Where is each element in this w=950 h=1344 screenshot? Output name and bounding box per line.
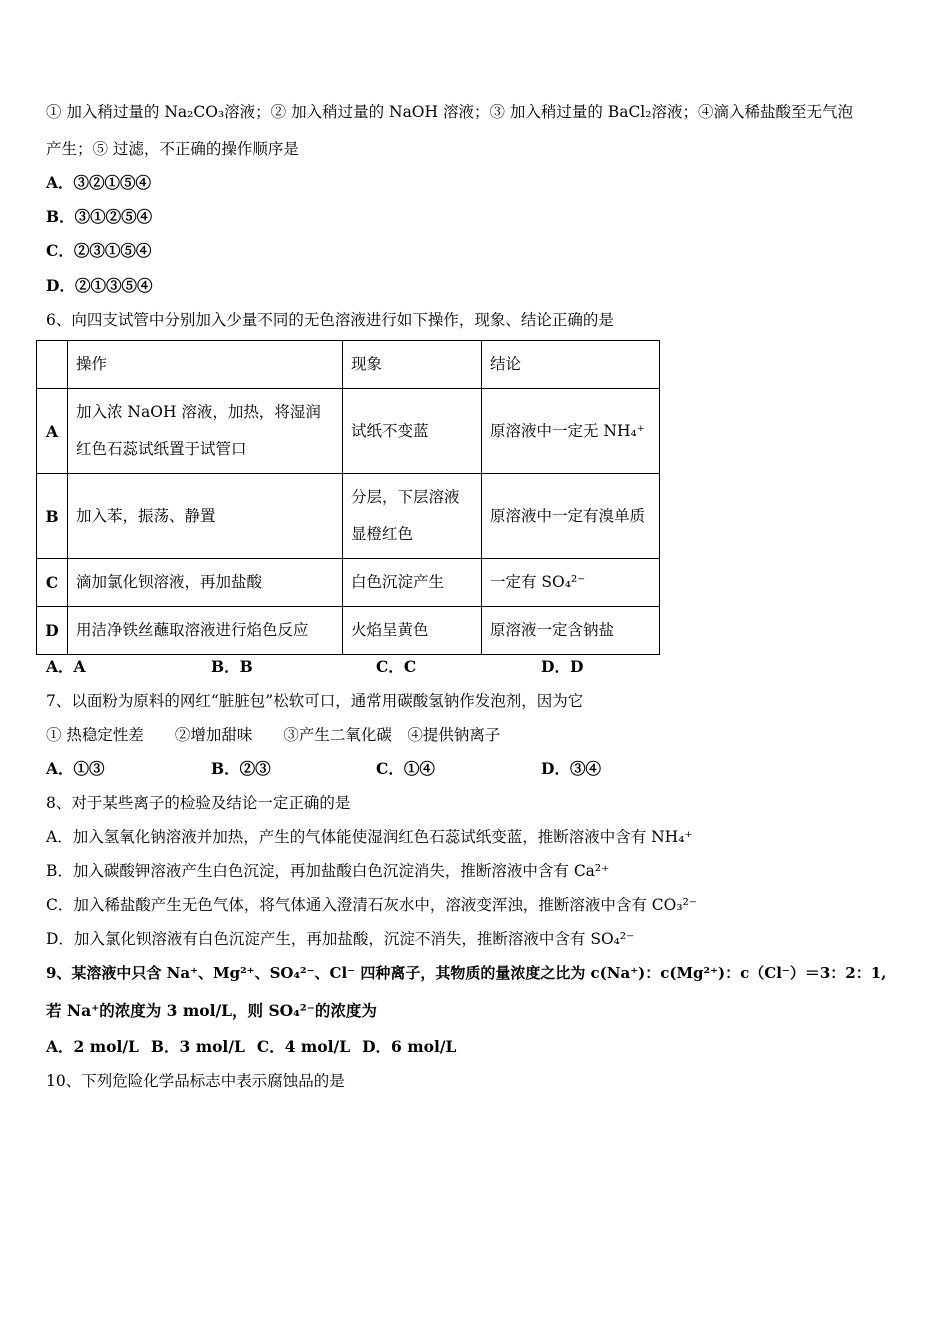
row-phenomenon: 分层，下层溶液显橙红色 xyxy=(343,474,482,559)
row-conclusion: 原溶液中一定无 NH₄⁺ xyxy=(482,389,660,474)
row-key: B xyxy=(37,474,68,559)
q7-option-c: C．①④ xyxy=(376,759,435,778)
q6-option-d: D．D xyxy=(541,657,584,676)
q5-option-a: A．③②①⑤④ xyxy=(46,173,152,192)
row-key: D xyxy=(37,607,68,655)
q6-stem: 6、向四支试管中分别加入少量不同的无色溶液进行如下操作，现象、结论正确的是 xyxy=(46,311,614,329)
q7-option-a: A．①③ xyxy=(46,759,105,778)
q9-options xyxy=(46,1037,468,1057)
q7-option-d: D．③④ xyxy=(541,759,601,778)
q6-option-c: C．C xyxy=(376,657,417,676)
q6-option-a: A．A xyxy=(46,657,86,676)
header-cell-conclusion: 结论 xyxy=(482,341,660,389)
row-conclusion: 原溶液一定含钠盐 xyxy=(482,607,660,655)
q9-option-a: A．2 mol/L xyxy=(46,1037,139,1056)
row-operation: 加入浓 NaOH 溶液，加热，将湿润红色石蕊试纸置于试管口 xyxy=(68,389,343,474)
row-conclusion: 原溶液中一定有溴单质 xyxy=(482,474,660,559)
q6-options xyxy=(46,657,583,677)
q8-option-d: D．加入氯化钡溶液有白色沉淀产生，再加盐酸，沉淀不消失，推断溶液中含有 SO₄²⁻ xyxy=(46,930,635,948)
row-phenomenon: 试纸不变蓝 xyxy=(343,389,482,474)
q9-option-c: C．4 mol/L xyxy=(256,1037,351,1056)
q9-stem-line2: 若 Na⁺的浓度为 3 mol/L，则 SO₄²⁻的浓度为 xyxy=(46,1001,377,1020)
q5-stem-line1: ① 加入稍过量的 Na₂CO₃溶液；② 加入稍过量的 NaOH 溶液；③ 加入稍过量的 BaCl₂溶液；④滴入稀盐酸至无气泡 xyxy=(46,103,853,121)
table-header-row xyxy=(37,341,660,389)
row-operation: 滴加氯化钡溶液，再加盐酸 xyxy=(68,559,343,607)
row-phenomenon: 火焰呈黄色 xyxy=(343,607,482,655)
row-operation: 加入苯，振荡、静置 xyxy=(68,474,343,559)
q7-options xyxy=(46,759,601,779)
q7-stem: 7、以面粉为原料的网红“脏脏包”松软可口，通常用碳酸氢钠作发泡剂，因为它 xyxy=(46,692,584,710)
q5-option-d: D．②①③⑤④ xyxy=(46,276,153,295)
q8-option-c: C．加入稀盐酸产生无色气体，将气体通入澄清石灰水中，溶液变浑浊，推断溶液中含有 CO₃²⁻ xyxy=(46,896,697,914)
row-key: C xyxy=(37,559,68,607)
q5-stem-line2: 产生；⑤ 过滤，不正确的操作顺序是 xyxy=(46,140,299,158)
header-cell-operation: 操作 xyxy=(68,341,343,389)
q5-option-c: C．②③①⑤④ xyxy=(46,241,152,260)
header-cell-empty xyxy=(37,341,68,389)
row-operation: 用洁净铁丝蘸取溶液进行焰色反应 xyxy=(68,607,343,655)
q6-option-b: B．B xyxy=(211,657,253,676)
row-phenomenon: 白色沉淀产生 xyxy=(343,559,482,607)
table-row xyxy=(37,474,660,559)
header-cell-phenomenon: 现象 xyxy=(343,341,482,389)
table-row xyxy=(37,607,660,655)
q5-option-b: B．③①②⑤④ xyxy=(46,207,153,226)
q9-option-d: D．6 mol/L xyxy=(362,1037,457,1056)
q7-option-b: B．②③ xyxy=(211,759,271,778)
q8-option-b: B．加入碳酸钾溶液产生白色沉淀，再加盐酸白色沉淀消失，推断溶液中含有 Ca²⁺ xyxy=(46,862,610,880)
q9-option-b: B．3 mol/L xyxy=(150,1037,245,1056)
table-row xyxy=(37,389,660,474)
row-key: A xyxy=(37,389,68,474)
q10-stem: 10、下列危险化学品标志中表示腐蚀品的是 xyxy=(46,1072,345,1090)
q8-option-a: A．加入氢氧化钠溶液并加热，产生的气体能使湿润红色石蕊试纸变蓝，推断溶液中含有 NH₄⁺ xyxy=(46,828,693,846)
q6-table xyxy=(36,340,660,655)
row-conclusion: 一定有 SO₄²⁻ xyxy=(482,559,660,607)
q8-stem: 8、对于某些离子的检验及结论一定正确的是 xyxy=(46,794,351,812)
q9-stem-line1: 9、某溶液中只含 Na⁺、Mg²⁺、SO₄²⁻、Cl⁻ 四种离子，其物质的量浓度之比为 c(Na⁺)：c(Mg²⁺)：c（Cl⁻）＝3：2：1, xyxy=(46,964,887,982)
q7-choices: ① 热稳定性差 ②增加甜味 ③产生二氧化碳 ④提供钠离子 xyxy=(46,726,501,744)
table-row xyxy=(37,559,660,607)
